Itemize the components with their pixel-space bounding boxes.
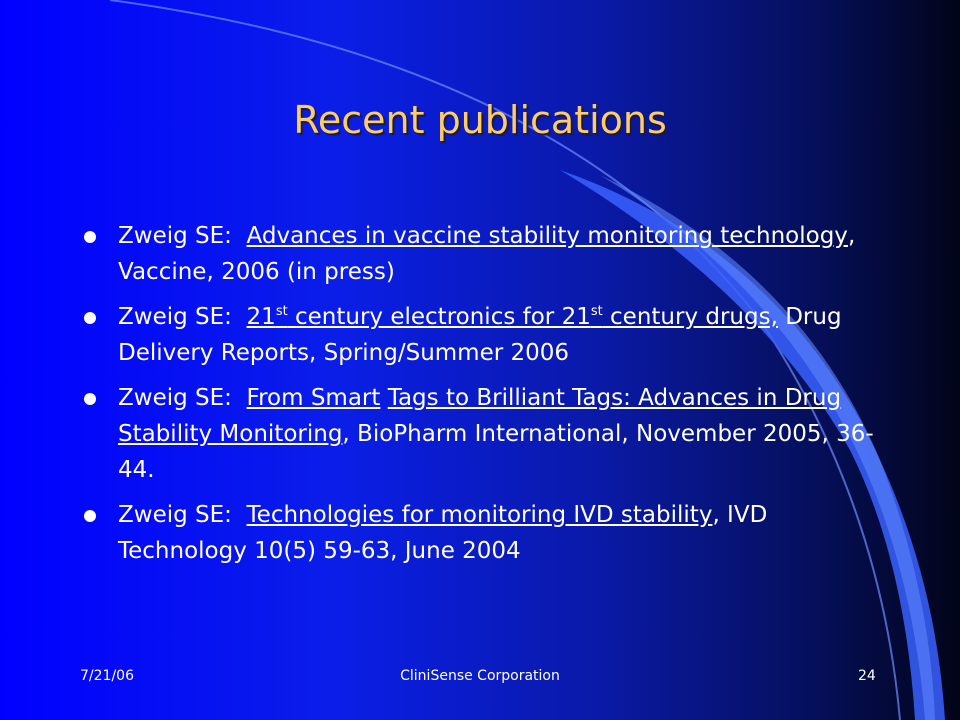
publication-title-link[interactable]: From Smart: [246, 385, 381, 411]
publication-details: Drug Delivery Reports, Spring/Summer 2006: [118, 304, 842, 366]
ordinal-suffix: st: [590, 304, 603, 319]
publication-item: [84, 380, 884, 488]
publication-author: Zweig SE:: [118, 502, 232, 528]
footer-company: CliniSense Corporation: [400, 668, 560, 684]
footer-date: 7/21/06: [80, 668, 134, 684]
publication-title-link[interactable]: Advances in vaccine stability monitoring technology: [246, 223, 848, 249]
publications-list: [84, 218, 884, 578]
publication-author: Zweig SE:: [118, 223, 232, 249]
publication-item: [84, 497, 884, 569]
title-text: century drugs,: [602, 304, 778, 330]
slide-title: Recent publications: [293, 98, 667, 142]
publication-author: Zweig SE:: [118, 385, 232, 411]
footer-page-number: 24: [858, 668, 876, 684]
publication-details: , BioPharm International, November 2005, 36-44.: [118, 421, 874, 483]
title-text: 21: [246, 304, 276, 330]
ordinal-suffix: st: [275, 304, 288, 319]
publication-item: [84, 299, 884, 371]
title-text: century electronics for 21: [287, 304, 591, 330]
bullet-icon: [84, 312, 96, 324]
publication-details: , Vaccine, 2006 (in press): [118, 223, 856, 285]
bullet-icon: [84, 393, 96, 405]
publication-author: Zweig SE:: [118, 304, 232, 330]
publication-title-link[interactable]: Tags to Brilliant Tags: Advances in Drug Stability Monitoring: [118, 385, 842, 447]
publication-title-link[interactable]: [247, 304, 778, 330]
publication-title-link[interactable]: Technologies for monitoring IVD stability: [246, 502, 713, 528]
bullet-icon: [84, 231, 96, 243]
publication-item: [84, 218, 884, 290]
publication-details: , IVD Technology 10(5) 59-63, June 2004: [118, 502, 768, 564]
bullet-icon: [84, 510, 96, 522]
